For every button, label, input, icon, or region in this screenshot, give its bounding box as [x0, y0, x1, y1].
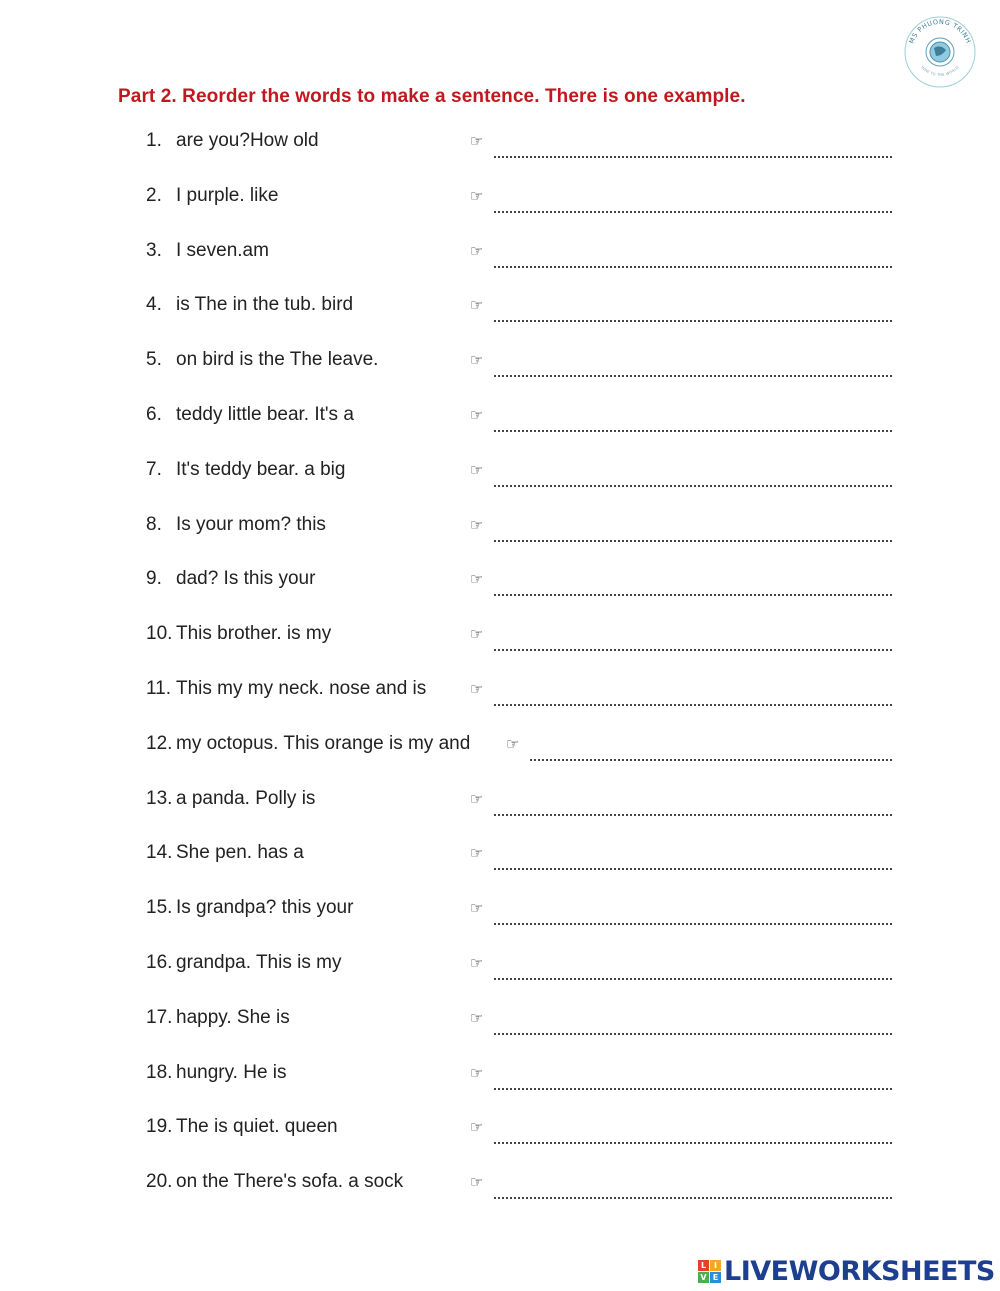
pointing-hand-icon: ☞ — [470, 625, 484, 643]
brand-name: LIVEWORKSHEETS — [724, 1255, 995, 1287]
scrambled-words: teddy little bear. It's a — [176, 404, 354, 425]
stamp-text: MS PHUONG TRINH — [907, 17, 973, 45]
pointing-hand-icon: ☞ — [470, 790, 484, 808]
item-number: 13. — [146, 788, 173, 809]
answer-input[interactable] — [494, 682, 892, 706]
item-number: 20. — [146, 1171, 173, 1192]
scrambled-words: a panda. Polly is — [176, 788, 316, 809]
answer-input[interactable] — [494, 353, 892, 377]
pointing-hand-icon: ☞ — [470, 1118, 484, 1136]
pointing-hand-icon: ☞ — [470, 516, 484, 534]
svg-text:MS PHUONG TRINH — [907, 18, 972, 45]
answer-input[interactable] — [494, 627, 892, 651]
item-number: 10. — [146, 623, 173, 644]
svg-text:HOW TO THE WORLD — [920, 65, 960, 77]
scrambled-words: I purple. like — [176, 185, 279, 206]
item-number: 6. — [146, 404, 162, 425]
item-number: 7. — [146, 459, 162, 480]
item-number: 8. — [146, 514, 162, 535]
item-number: 12. — [146, 733, 173, 754]
item-number: 18. — [146, 1062, 173, 1083]
item-number: 4. — [146, 294, 162, 315]
pointing-hand-icon: ☞ — [470, 1064, 484, 1082]
scrambled-words: on the There's sofa. a sock — [176, 1171, 404, 1192]
brand-blocks-icon — [698, 1260, 721, 1283]
answer-input[interactable] — [494, 792, 892, 816]
scrambled-words: This brother. is my — [176, 623, 332, 644]
scrambled-words: hungry. He is — [176, 1062, 287, 1083]
item-number: 9. — [146, 568, 162, 589]
pointing-hand-icon: ☞ — [470, 844, 484, 862]
item-number: 2. — [146, 185, 162, 206]
pointing-hand-icon: ☞ — [506, 735, 520, 753]
answer-input[interactable] — [494, 189, 892, 213]
item-number: 1. — [146, 130, 162, 151]
scrambled-words: Is grandpa? this your — [176, 897, 354, 918]
pointing-hand-icon: ☞ — [470, 351, 484, 369]
pointing-hand-icon: ☞ — [470, 899, 484, 917]
scrambled-words: I seven.am — [176, 240, 269, 261]
item-number: 11. — [146, 678, 172, 699]
pointing-hand-icon: ☞ — [470, 406, 484, 424]
answer-input[interactable] — [494, 463, 892, 487]
answer-input[interactable] — [494, 1011, 892, 1035]
item-number: 15. — [146, 897, 173, 918]
pointing-hand-icon: ☞ — [470, 1173, 484, 1191]
answer-input[interactable] — [494, 1066, 892, 1090]
answer-input[interactable] — [494, 901, 892, 925]
answer-input[interactable] — [494, 1175, 892, 1199]
scrambled-words: happy. She is — [176, 1007, 290, 1028]
scrambled-words: is The in the tub. bird — [176, 294, 354, 315]
pointing-hand-icon: ☞ — [470, 296, 484, 314]
pointing-hand-icon: ☞ — [470, 242, 484, 260]
scrambled-words: on bird is the The leave. — [176, 349, 379, 370]
scrambled-words: grandpa. This is my — [176, 952, 342, 973]
scrambled-words: It's teddy bear. a big — [176, 459, 346, 480]
pointing-hand-icon: ☞ — [470, 570, 484, 588]
item-number: 14. — [146, 842, 173, 863]
scrambled-words: She pen. has a — [176, 842, 304, 863]
scrambled-words: are you?How old — [176, 130, 319, 151]
stamp-tagline: HOW TO THE WORLD — [920, 65, 960, 78]
answer-input[interactable] — [494, 1120, 892, 1144]
answer-input[interactable] — [494, 244, 892, 268]
exercise-heading: Part 2. Reorder the words to make a sentence. There is one example. — [118, 86, 746, 107]
pointing-hand-icon: ☞ — [470, 954, 484, 972]
teacher-stamp-logo — [902, 14, 978, 90]
scrambled-words: This my my neck. nose and is — [176, 678, 427, 699]
answer-input[interactable] — [494, 298, 892, 322]
liveworksheets-logo — [698, 1254, 995, 1288]
item-number: 5. — [146, 349, 162, 370]
answer-input[interactable] — [494, 134, 892, 158]
pointing-hand-icon: ☞ — [470, 461, 484, 479]
scrambled-words: Is your mom? this — [176, 514, 326, 535]
answer-input[interactable] — [530, 737, 892, 761]
answer-input[interactable] — [494, 408, 892, 432]
brand-block: I — [710, 1260, 721, 1271]
pointing-hand-icon: ☞ — [470, 132, 484, 150]
answer-input[interactable] — [494, 846, 892, 870]
answer-input[interactable] — [494, 956, 892, 980]
brand-block: V — [698, 1272, 709, 1283]
pointing-hand-icon: ☞ — [470, 680, 484, 698]
item-number: 3. — [146, 240, 162, 261]
answer-input[interactable] — [494, 572, 892, 596]
item-number: 17. — [146, 1007, 173, 1028]
item-number: 16. — [146, 952, 173, 973]
pointing-hand-icon: ☞ — [470, 1009, 484, 1027]
scrambled-words: The is quiet. queen — [176, 1116, 338, 1137]
answer-input[interactable] — [494, 518, 892, 542]
scrambled-words: dad? Is this your — [176, 568, 316, 589]
item-number: 19. — [146, 1116, 173, 1137]
globe-stamp-icon — [902, 14, 978, 90]
brand-block: L — [698, 1260, 709, 1271]
pointing-hand-icon: ☞ — [470, 187, 484, 205]
scrambled-words: my octopus. This orange is my and — [176, 733, 471, 754]
brand-block: E — [710, 1272, 721, 1283]
